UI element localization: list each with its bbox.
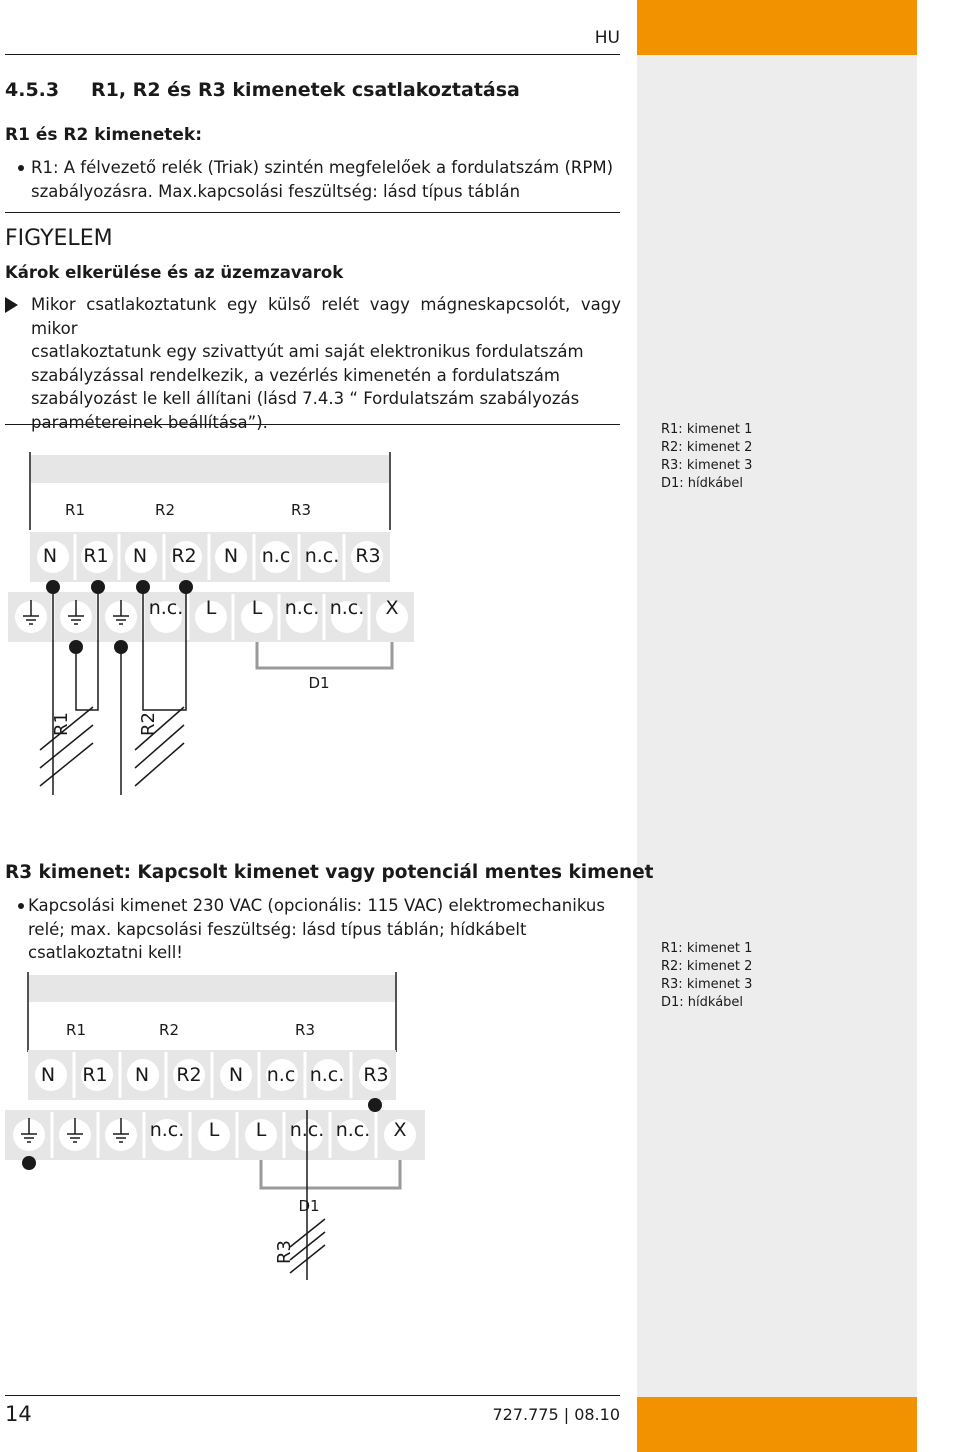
warning-arrow-icon [5,297,19,313]
group-label-row [66,1021,315,1039]
legend-item: R1: kimenet 1 [661,941,753,956]
section-number: 4.5.3 [5,79,60,101]
terminal-label: L [255,1119,267,1141]
bridge-label: D1 [308,674,330,692]
terminal-label: n.c. [309,1064,345,1086]
warning-top-rule [5,212,620,213]
warning-subtitle: Károk elkerülése és az üzemzavarok [5,263,344,282]
warning-text [31,293,621,434]
bridge-cable-d1 [257,642,392,668]
warning-bottom-rule [5,424,620,425]
legend-bottom [661,940,752,1012]
legend-item: D1: hídkábel [661,995,744,1010]
terminal-label: R3 [355,545,381,567]
group-label: R2 [159,1021,179,1039]
warning-line: paramétereinek beállítása”). [31,412,268,432]
header-rule [5,54,620,55]
terminal-label: L [208,1119,220,1141]
terminal-label: n.c. [335,1119,371,1141]
language-code: HU [594,28,620,48]
warning-line: csatlakoztatunk egy szivattyút ami saját elektronikus fordulatszám [31,342,584,361]
wire-label-r3: R3 [274,1240,295,1264]
group-label: R1 [65,501,85,519]
group-label: R3 [291,501,311,519]
wire-label-r1: R1 [51,712,72,736]
footer-accent-bar [637,1397,917,1452]
warning-line: Mikor csatlakoztatunk egy külső relét vagy mágneskapcsolót, vagy mikor [31,295,621,338]
legend-item: R2: kimenet 2 [661,959,753,974]
terminal-label: n.c. [329,597,365,619]
terminal-label: N [228,1064,244,1086]
terminal-label: R3 [363,1064,389,1086]
terminal-label: L [251,597,263,619]
page-number: 14 [5,1402,32,1426]
terminal-label: n.c. [284,597,320,619]
wire-label-r2: R2 [138,712,159,736]
terminal-label: X [385,597,399,619]
r3-heading: R3 kimenet: Kapcsolt kimenet vagy potenciál mentes kimenet [5,862,654,883]
terminal-label: N [42,545,58,567]
wiring-diagram-r3 [0,970,430,1300]
group-label: R1 [66,1021,86,1039]
terminal-label: N [40,1064,56,1086]
r1r2-bullet [10,156,622,203]
terminal-label: L [205,597,217,619]
terminal-label: R1 [82,1064,108,1086]
terminal-label: n.c [261,545,291,567]
header-accent-bar [637,0,917,55]
warning-line: szabályzással rendelkezik, a vezérlés kimenetén a fordulatszám [31,365,560,385]
r3-bullet [10,894,610,965]
bridge-cable-d1 [261,1160,400,1188]
bridge-label: D1 [298,1197,320,1215]
group-label-row [65,501,311,519]
bullet-dot [18,165,24,171]
terminal-label: n.c [266,1064,296,1086]
legend-item: R3: kimenet 3 [661,458,753,473]
r1r2-bullet-line2: szabályozásra. Max.kapcsolási feszültség: lásd típus táblán [31,181,521,201]
terminal-label: N [132,545,148,567]
terminal-label: N [223,545,239,567]
footer-rule [5,1395,620,1396]
r3-bullet-line: Kapcsolási kimenet 230 VAC (opcionális: 115 VAC) elektromechanikus [28,896,605,915]
terminal-label: n.c. [304,545,340,567]
legend-item: R1: kimenet 1 [661,422,753,437]
terminal-label: R2 [176,1064,202,1086]
section-title: R1, R2 és R3 kimenetek csatlakoztatása [91,79,520,101]
warning-title: FIGYELEM [5,226,113,251]
terminal-label: R2 [171,545,197,567]
r3-bullet-line: csatlakoztatni kell! [28,943,183,962]
terminal-label: N [134,1064,150,1086]
wiring-diagram-r1-r2 [0,450,430,810]
legend-item: D1: hídkábel [661,476,744,491]
group-label: R3 [295,1021,315,1039]
r1r2-bullet-line1: R1: A félvezető relék (Triak) szintén megfelelőek a fordulatszám (RPM) [31,158,614,177]
legend-item: R3: kimenet 3 [661,977,753,992]
terminal-label: n.c. [289,1119,325,1141]
terminal-label: n.c. [149,1119,185,1141]
document-code: 727.775 | 08.10 [492,1405,620,1424]
terminal-label: R1 [83,545,109,567]
legend-item: R2: kimenet 2 [661,440,753,455]
sidebar-url: www.springsolar.hu [930,509,970,845]
legend-top [661,421,752,493]
sidebar-panel [637,55,917,1397]
warning-line: szabályozást le kell állítani (lásd 7.4.3 “ Fordulatszám szabályozás [31,389,580,408]
r3-bullet-line: relé; max. kapcsolási feszültség: lásd típus táblán; hídkábelt [28,919,527,939]
bullet-dot [18,903,24,909]
terminal-label: X [393,1119,407,1141]
terminal-label: n.c. [148,597,184,619]
r1r2-heading: R1 és R2 kimenetek: [5,125,203,145]
group-label: R2 [155,501,175,519]
